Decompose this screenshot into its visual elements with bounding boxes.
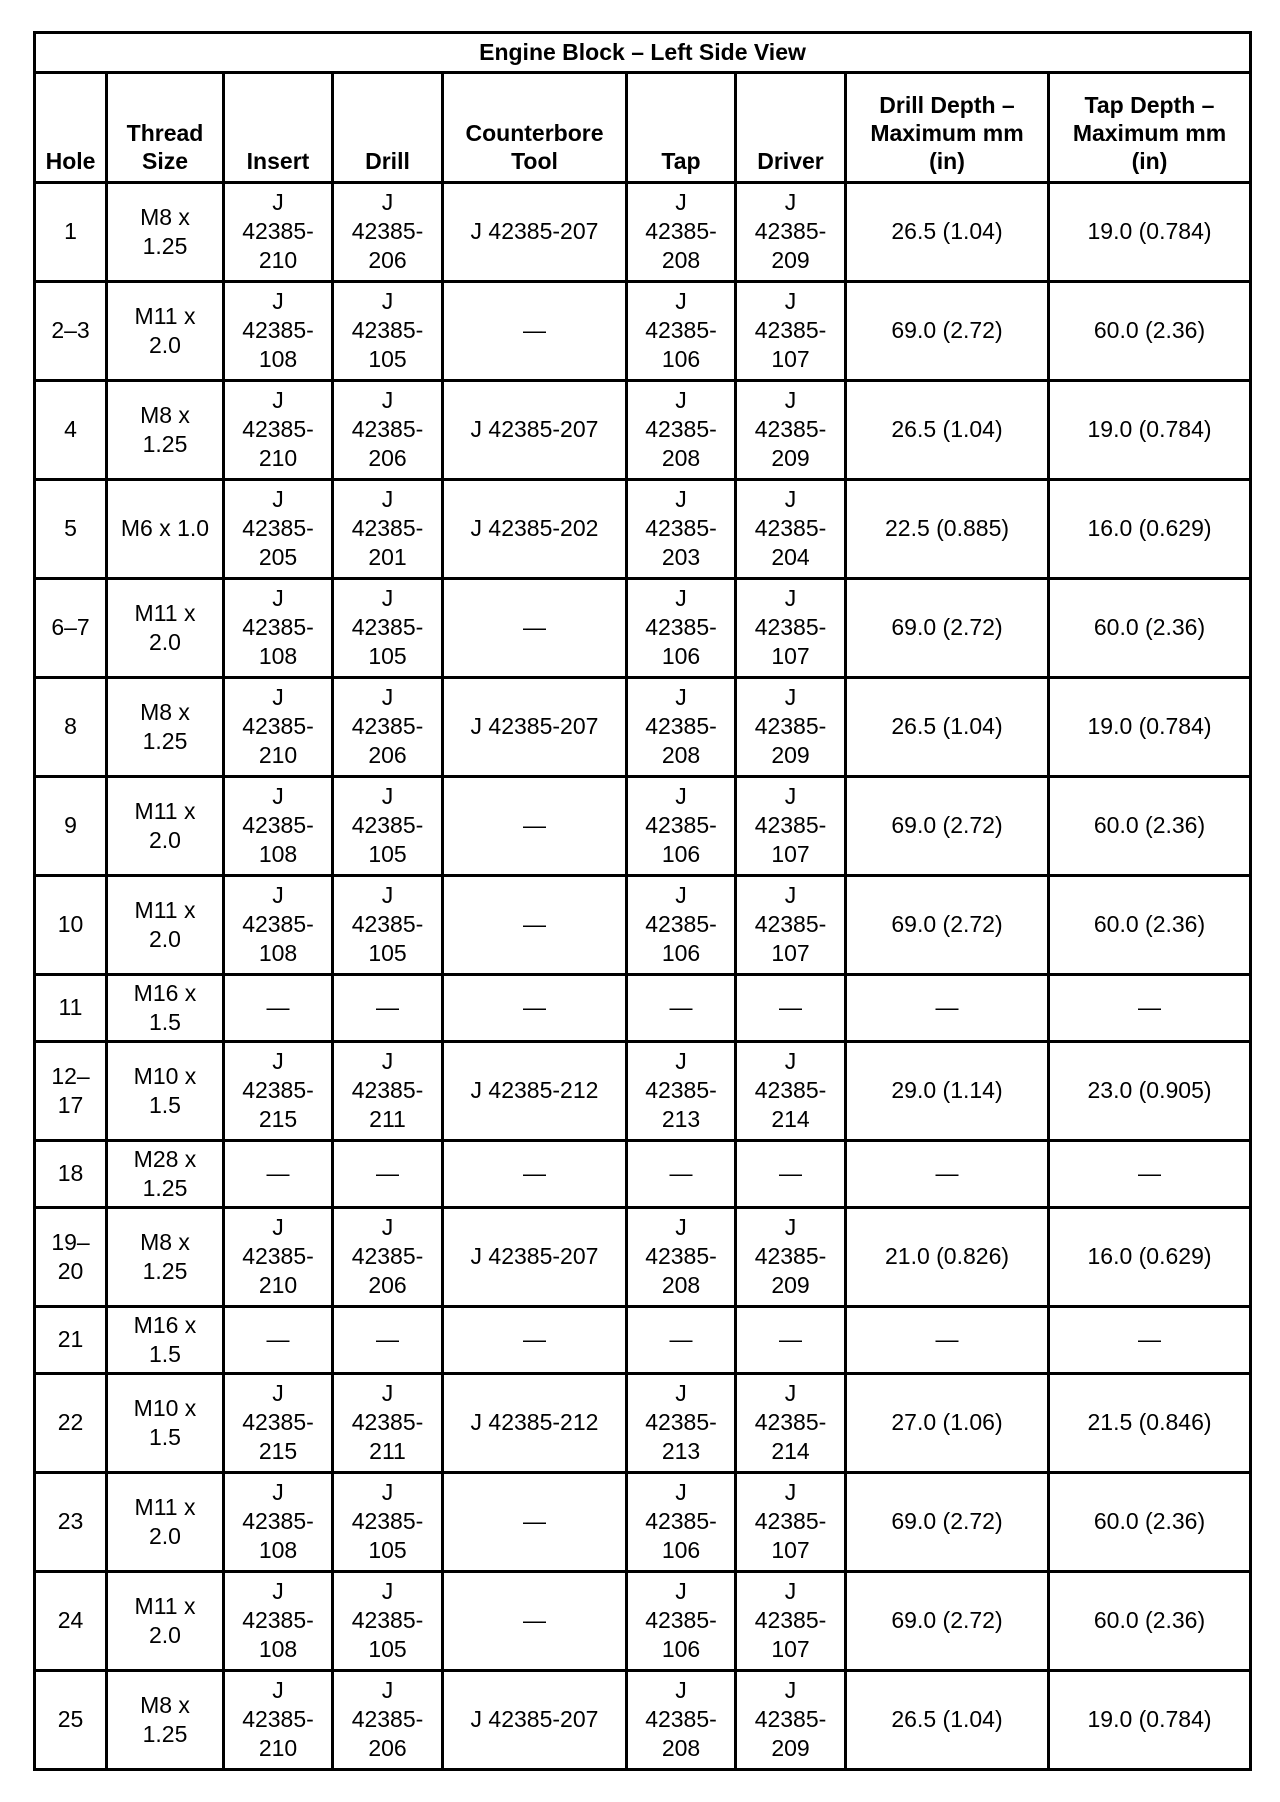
cell-insert: J 42385- 210 — [224, 183, 333, 282]
cell-tap-depth: 60.0 (2.36) — [1049, 1571, 1251, 1670]
cell-insert: J 42385- 210 — [224, 1207, 333, 1306]
cell-hole: 19– 20 — [35, 1207, 107, 1306]
cell-tap-depth: 19.0 (0.784) — [1049, 183, 1251, 282]
cell-drill-depth: 69.0 (2.72) — [846, 1571, 1049, 1670]
cell-counterbore-tool: — — [443, 578, 627, 677]
column-header-drill: Drill — [333, 73, 443, 183]
table-row — [35, 974, 1251, 1041]
cell-tap-depth: 23.0 (0.905) — [1049, 1041, 1251, 1140]
cell-counterbore-tool: J 42385-212 — [443, 1373, 627, 1472]
cell-thread-size: M11 x 2.0 — [107, 578, 224, 677]
cell-thread-size: M11 x 2.0 — [107, 1571, 224, 1670]
cell-driver: J 42385- 209 — [736, 183, 846, 282]
cell-drill: J 42385- 105 — [333, 875, 443, 974]
cell-hole: 18 — [35, 1140, 107, 1207]
cell-counterbore-tool: — — [443, 1571, 627, 1670]
cell-hole: 1 — [35, 183, 107, 282]
cell-tap: — — [627, 974, 736, 1041]
cell-tap: J 42385- 208 — [627, 183, 736, 282]
cell-insert: J 42385- 215 — [224, 1041, 333, 1140]
cell-insert: — — [224, 1140, 333, 1207]
cell-tap: J 42385- 213 — [627, 1373, 736, 1472]
cell-hole: 22 — [35, 1373, 107, 1472]
cell-hole: 8 — [35, 677, 107, 776]
cell-drill-depth: 69.0 (2.72) — [846, 578, 1049, 677]
cell-drill: J 42385- 105 — [333, 1472, 443, 1571]
cell-thread-size: M8 x 1.25 — [107, 183, 224, 282]
cell-hole: 4 — [35, 380, 107, 479]
cell-tap: J 42385- 208 — [627, 677, 736, 776]
cell-tap-depth: 60.0 (2.36) — [1049, 776, 1251, 875]
cell-thread-size: M11 x 2.0 — [107, 776, 224, 875]
cell-counterbore-tool: J 42385-212 — [443, 1041, 627, 1140]
cell-counterbore-tool: — — [443, 1306, 627, 1373]
cell-driver: — — [736, 1140, 846, 1207]
table-title: Engine Block – Left Side View — [35, 33, 1251, 73]
cell-tap: J 42385- 203 — [627, 479, 736, 578]
cell-driver: J 42385- 209 — [736, 380, 846, 479]
cell-drill-depth: 26.5 (1.04) — [846, 183, 1049, 282]
cell-tap-depth: — — [1049, 974, 1251, 1041]
cell-driver: J 42385- 107 — [736, 776, 846, 875]
table-row — [35, 1571, 1251, 1670]
cell-drill-depth: 29.0 (1.14) — [846, 1041, 1049, 1140]
cell-tap: J 42385- 208 — [627, 1207, 736, 1306]
cell-insert: J 42385- 210 — [224, 1670, 333, 1769]
cell-driver: J 42385- 107 — [736, 1571, 846, 1670]
table-row — [35, 281, 1251, 380]
cell-tap-depth: — — [1049, 1306, 1251, 1373]
cell-drill-depth: — — [846, 1306, 1049, 1373]
cell-drill-depth: — — [846, 974, 1049, 1041]
table-row — [35, 1670, 1251, 1769]
cell-tap: J 42385- 106 — [627, 776, 736, 875]
cell-tap: J 42385- 208 — [627, 1670, 736, 1769]
cell-tap: J 42385- 213 — [627, 1041, 736, 1140]
cell-tap: — — [627, 1306, 736, 1373]
cell-counterbore-tool: J 42385-207 — [443, 380, 627, 479]
cell-thread-size: M8 x 1.25 — [107, 380, 224, 479]
cell-tap: J 42385- 106 — [627, 1571, 736, 1670]
cell-hole: 23 — [35, 1472, 107, 1571]
cell-drill-depth: 21.0 (0.826) — [846, 1207, 1049, 1306]
cell-driver: J 42385- 214 — [736, 1041, 846, 1140]
table-row — [35, 776, 1251, 875]
cell-insert: J 42385- 108 — [224, 875, 333, 974]
table-row — [35, 578, 1251, 677]
cell-hole: 24 — [35, 1571, 107, 1670]
table-row — [35, 1207, 1251, 1306]
cell-insert: J 42385- 215 — [224, 1373, 333, 1472]
cell-thread-size: M6 x 1.0 — [107, 479, 224, 578]
cell-driver: J 42385- 214 — [736, 1373, 846, 1472]
table-row — [35, 183, 1251, 282]
cell-hole: 10 — [35, 875, 107, 974]
cell-hole: 25 — [35, 1670, 107, 1769]
cell-tap-depth: 19.0 (0.784) — [1049, 1670, 1251, 1769]
cell-drill: J 42385- 105 — [333, 281, 443, 380]
cell-insert: J 42385- 108 — [224, 281, 333, 380]
cell-counterbore-tool: J 42385-207 — [443, 677, 627, 776]
cell-counterbore-tool: J 42385-202 — [443, 479, 627, 578]
cell-tap-depth: 60.0 (2.36) — [1049, 281, 1251, 380]
table-row — [35, 875, 1251, 974]
cell-driver: J 42385- 107 — [736, 1472, 846, 1571]
cell-drill: J 42385- 211 — [333, 1373, 443, 1472]
cell-driver: — — [736, 1306, 846, 1373]
cell-hole: 21 — [35, 1306, 107, 1373]
column-header-insert: Insert — [224, 73, 333, 183]
cell-drill: J 42385- 206 — [333, 183, 443, 282]
cell-counterbore-tool: — — [443, 875, 627, 974]
cell-driver: J 42385- 209 — [736, 1207, 846, 1306]
cell-insert: — — [224, 974, 333, 1041]
title-row — [35, 33, 1251, 73]
cell-driver: J 42385- 204 — [736, 479, 846, 578]
column-header-counterbore-tool: Counterbore Tool — [443, 73, 627, 183]
cell-drill-depth: 26.5 (1.04) — [846, 1670, 1049, 1769]
table-body — [35, 183, 1251, 1770]
cell-driver: J 42385- 107 — [736, 875, 846, 974]
cell-tap-depth: — — [1049, 1140, 1251, 1207]
cell-tap-depth: 19.0 (0.784) — [1049, 677, 1251, 776]
cell-drill: J 42385- 201 — [333, 479, 443, 578]
cell-counterbore-tool: — — [443, 776, 627, 875]
cell-thread-size: M11 x 2.0 — [107, 1472, 224, 1571]
cell-hole: 9 — [35, 776, 107, 875]
cell-thread-size: M16 x 1.5 — [107, 1306, 224, 1373]
cell-tap-depth: 60.0 (2.36) — [1049, 578, 1251, 677]
cell-insert: J 42385- 108 — [224, 578, 333, 677]
column-header-driver: Driver — [736, 73, 846, 183]
cell-driver: J 42385- 209 — [736, 1670, 846, 1769]
cell-hole: 5 — [35, 479, 107, 578]
cell-thread-size: M8 x 1.25 — [107, 677, 224, 776]
table-row — [35, 380, 1251, 479]
tool-spec-table — [33, 31, 1252, 1771]
cell-tap-depth: 16.0 (0.629) — [1049, 479, 1251, 578]
cell-drill: J 42385- 206 — [333, 1207, 443, 1306]
cell-drill: J 42385- 105 — [333, 776, 443, 875]
cell-tap: J 42385- 106 — [627, 875, 736, 974]
cell-thread-size: M11 x 2.0 — [107, 281, 224, 380]
cell-thread-size: M10 x 1.5 — [107, 1373, 224, 1472]
cell-counterbore-tool: — — [443, 1472, 627, 1571]
cell-tap: J 42385- 208 — [627, 380, 736, 479]
cell-drill-depth: 26.5 (1.04) — [846, 380, 1049, 479]
cell-drill: J 42385- 105 — [333, 1571, 443, 1670]
cell-driver: J 42385- 209 — [736, 677, 846, 776]
cell-insert: J 42385- 108 — [224, 776, 333, 875]
cell-hole: 2–3 — [35, 281, 107, 380]
cell-hole: 6–7 — [35, 578, 107, 677]
cell-tap-depth: 21.5 (0.846) — [1049, 1373, 1251, 1472]
cell-tap: J 42385- 106 — [627, 1472, 736, 1571]
cell-thread-size: M16 x 1.5 — [107, 974, 224, 1041]
cell-thread-size: M10 x 1.5 — [107, 1041, 224, 1140]
column-header-tap: Tap — [627, 73, 736, 183]
cell-drill: J 42385- 206 — [333, 677, 443, 776]
cell-counterbore-tool: — — [443, 974, 627, 1041]
table-row — [35, 1306, 1251, 1373]
cell-thread-size: M11 x 2.0 — [107, 875, 224, 974]
cell-counterbore-tool: — — [443, 281, 627, 380]
cell-drill-depth: 69.0 (2.72) — [846, 875, 1049, 974]
cell-tap: J 42385- 106 — [627, 578, 736, 677]
cell-drill-depth: 27.0 (1.06) — [846, 1373, 1049, 1472]
cell-tap-depth: 60.0 (2.36) — [1049, 875, 1251, 974]
cell-counterbore-tool: J 42385-207 — [443, 1207, 627, 1306]
column-header-row — [35, 73, 1251, 183]
cell-counterbore-tool: J 42385-207 — [443, 1670, 627, 1769]
cell-drill: J 42385- 206 — [333, 380, 443, 479]
cell-driver: J 42385- 107 — [736, 281, 846, 380]
table-row — [35, 479, 1251, 578]
table-row — [35, 677, 1251, 776]
column-header-hole: Hole — [35, 73, 107, 183]
cell-drill-depth: 22.5 (0.885) — [846, 479, 1049, 578]
column-header-tap-depth: Tap Depth – Maximum mm (in) — [1049, 73, 1251, 183]
cell-insert: — — [224, 1306, 333, 1373]
cell-drill: J 42385- 105 — [333, 578, 443, 677]
table-row — [35, 1472, 1251, 1571]
cell-drill-depth: 69.0 (2.72) — [846, 1472, 1049, 1571]
cell-counterbore-tool: J 42385-207 — [443, 183, 627, 282]
cell-drill-depth: 26.5 (1.04) — [846, 677, 1049, 776]
cell-insert: J 42385- 108 — [224, 1472, 333, 1571]
table-row — [35, 1140, 1251, 1207]
cell-tap-depth: 60.0 (2.36) — [1049, 1472, 1251, 1571]
cell-hole: 12– 17 — [35, 1041, 107, 1140]
cell-insert: J 42385- 210 — [224, 677, 333, 776]
cell-driver: — — [736, 974, 846, 1041]
cell-thread-size: M28 x 1.25 — [107, 1140, 224, 1207]
cell-drill: — — [333, 974, 443, 1041]
cell-hole: 11 — [35, 974, 107, 1041]
cell-tap: J 42385- 106 — [627, 281, 736, 380]
cell-drill: J 42385- 206 — [333, 1670, 443, 1769]
cell-drill: J 42385- 211 — [333, 1041, 443, 1140]
cell-drill: — — [333, 1140, 443, 1207]
cell-drill: — — [333, 1306, 443, 1373]
column-header-drill-depth: Drill Depth – Maximum mm (in) — [846, 73, 1049, 183]
cell-thread-size: M8 x 1.25 — [107, 1207, 224, 1306]
cell-insert: J 42385- 108 — [224, 1571, 333, 1670]
cell-drill-depth: — — [846, 1140, 1049, 1207]
cell-counterbore-tool: — — [443, 1140, 627, 1207]
cell-tap: — — [627, 1140, 736, 1207]
cell-insert: J 42385- 205 — [224, 479, 333, 578]
cell-insert: J 42385- 210 — [224, 380, 333, 479]
table-row — [35, 1041, 1251, 1140]
table-row — [35, 1373, 1251, 1472]
cell-drill-depth: 69.0 (2.72) — [846, 281, 1049, 380]
cell-thread-size: M8 x 1.25 — [107, 1670, 224, 1769]
column-header-thread-size: Thread Size — [107, 73, 224, 183]
cell-tap-depth: 19.0 (0.784) — [1049, 380, 1251, 479]
cell-drill-depth: 69.0 (2.72) — [846, 776, 1049, 875]
cell-driver: J 42385- 107 — [736, 578, 846, 677]
cell-tap-depth: 16.0 (0.629) — [1049, 1207, 1251, 1306]
